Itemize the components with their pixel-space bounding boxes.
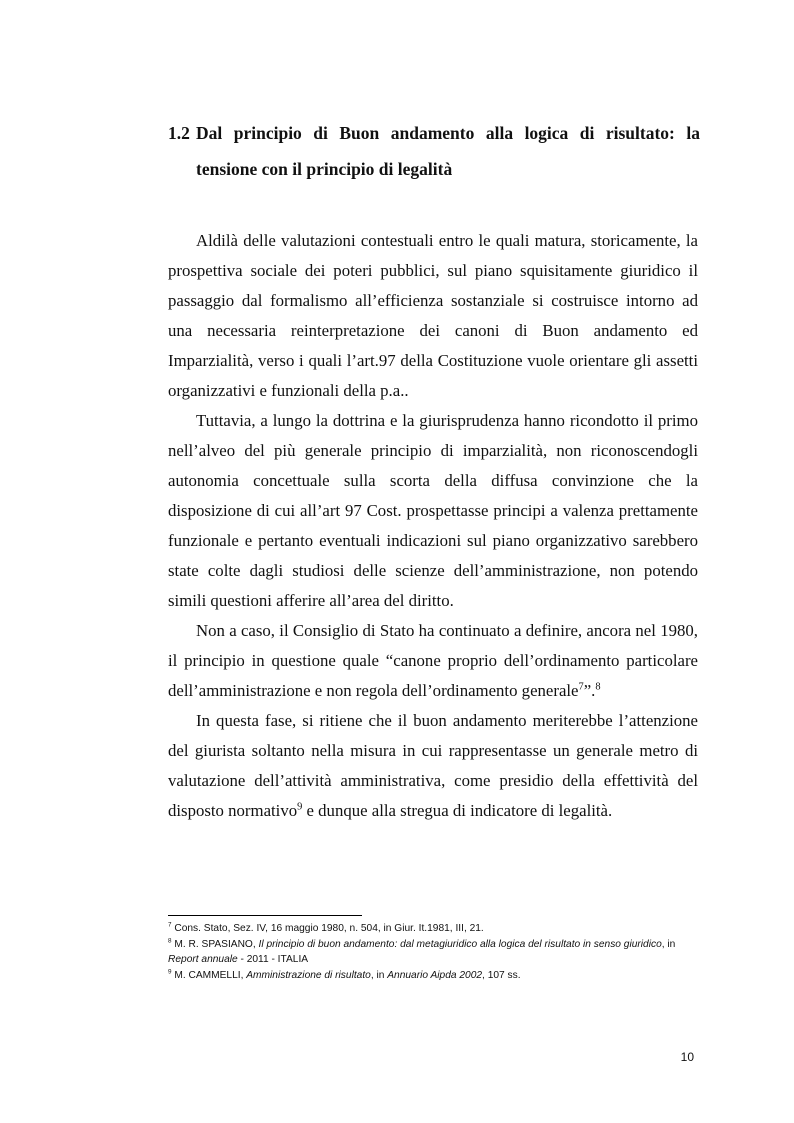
footnote-author: M. CAMMELLI, (174, 969, 244, 981)
footnote-source: Annuario Aipda 2002 (387, 969, 483, 981)
footnote-title: Il principio di buon andamento: dal metagiuridico alla logica del risultato in senso giuridico (258, 938, 662, 950)
paragraph-text: Non a caso, il Consiglio di Stato ha continuato a definire, ancora nel 1980, il principio in questione quale “canone proprio dell’ordinamento particolare dell’amministrazione e non regola dell’ordinamento generale (168, 621, 698, 700)
footnote (168, 921, 700, 937)
footnote-number: 7 (168, 921, 172, 929)
section-number: 1.2 (168, 123, 190, 143)
footnote-ref[interactable]: 8 (595, 681, 601, 693)
footnote-ref[interactable]: 7 (578, 681, 584, 693)
footnote-source: Report annuale (168, 954, 238, 965)
footnotes (168, 921, 700, 983)
paragraph-text: In questa fase, si ritiene che il buon andamento meriterebbe l’attenzione del giurista soltanto nella misura in cui rappresentasse un generale metro di valutazione dell’attività amministrativa, come presidio della effettività del disposto normativo (168, 711, 698, 820)
footnote-rest: - 2011 - ITALIA (237, 954, 309, 965)
paragraph: Aldilà delle valutazioni contestuali entro le quali matura, storicamente, la prospettiva sociale dei poteri pubblici, sul piano squisitamente giuridico il passaggio dal formalismo all’efficienza sostanziale si costruisce intorno ad una necessaria reinterpretazione dei canoni di Buon andamento ed Imparzialità, verso i quali l’art.97 della Costituzione vuole orientare gli assetti organizzativi e funzionali della p.a.. (168, 231, 698, 400)
paragraph (168, 616, 698, 706)
section-heading (168, 115, 700, 187)
footnote-connector: , in (661, 938, 676, 950)
closing-quote: ”. (583, 681, 596, 700)
footnote-number: 9 (168, 968, 172, 976)
paragraph: Tuttavia, a lungo la dottrina e la giurisprudenza hanno ricondotto il primo nell’alveo del più generale principio di imparzialità, non riconoscendogli autonomia concettuale sulla scorta della diffusa convinzione che la disposizione di cui all’art 97 Cost. prospettasse principi a valenza prettamente funzionale e pertanto eventuali indicazioni sul piano organizzativo sarebbero state colte dagli studiosi delle scienze dell’amministrazione, non potendo simili questioni afferire all’area del diritto. (168, 411, 698, 610)
section-title: Dal principio di Buon andamento alla logica di risultato: la tensione con il principio di legalità (196, 123, 700, 179)
paragraph-text-end: e dunque alla stregua di indicatore di legalità. (302, 801, 613, 820)
footnote-ref[interactable]: 9 (297, 801, 303, 813)
body-text (168, 226, 698, 826)
footnote-rest: , 107 ss. (482, 969, 521, 981)
footnote (168, 937, 700, 968)
footnote-connector: , in (370, 969, 388, 981)
footnote (168, 968, 700, 984)
footnote-title: Amministrazione di risultato (246, 969, 371, 981)
footnote-separator (168, 915, 362, 916)
paragraph (168, 706, 698, 826)
footnote-author: M. R. SPASIANO, (174, 938, 256, 950)
page-number: 10 (680, 1050, 694, 1064)
footnote-text: Cons. Stato, Sez. IV, 16 maggio 1980, n. 504, in Giur. It.1981, III, 21. (174, 923, 484, 934)
footnote-number: 8 (168, 937, 172, 945)
